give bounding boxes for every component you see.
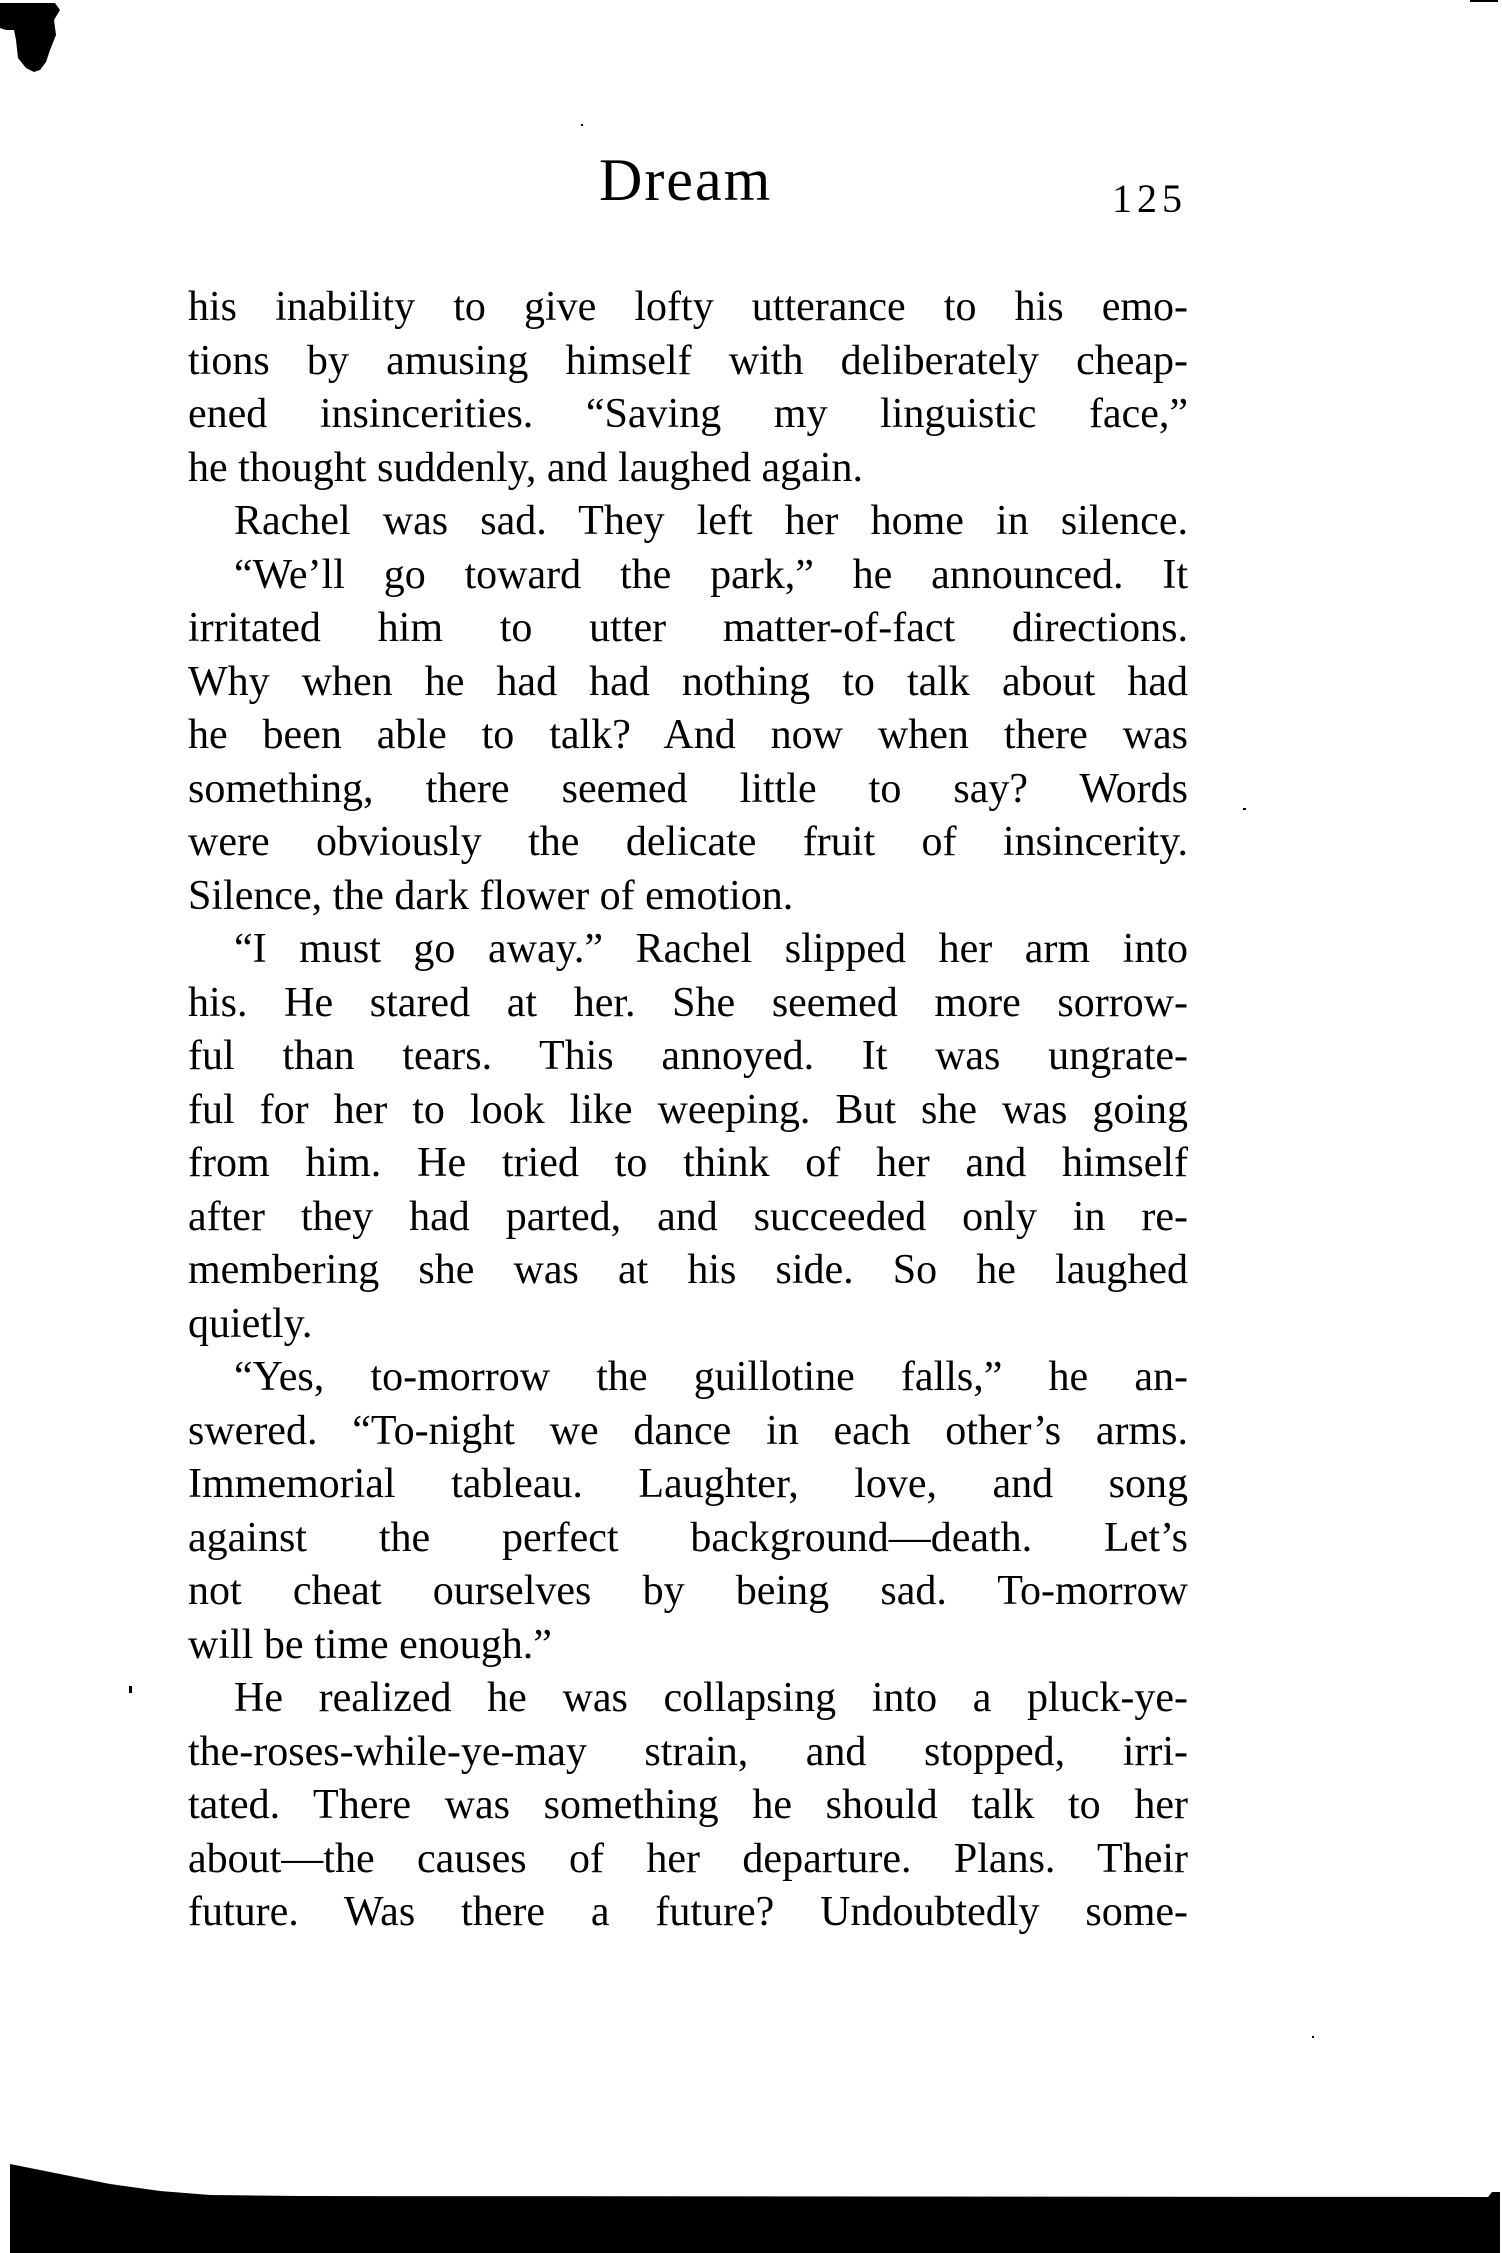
- text-line: “Yes, to-morrow the guillotine falls,” he an-: [234, 1354, 1188, 1400]
- scan-edge-mark: [1470, 0, 1498, 2]
- text-line: something, there seemed little to say? Words: [188, 765, 1188, 812]
- scan-bottom-shadow: [0, 2150, 1502, 2253]
- text-line: after they had parted, and succeeded only in re-: [188, 1193, 1188, 1240]
- text-line: Why when he had had nothing to talk about had: [188, 658, 1188, 705]
- text-line: the-roses-while-ye-may strain, and stopped, irri-: [188, 1728, 1188, 1775]
- text-line: “I must go away.” Rachel slipped her arm into: [234, 926, 1188, 972]
- text-line: swered. “To-night we dance in each other’s arms.: [188, 1407, 1188, 1454]
- text-line: irritated him to utter matter-of-fact directions.: [188, 605, 1188, 651]
- text-line: ened insincerities. “Saving my linguistic face,”: [188, 391, 1188, 437]
- page-number: 125: [1112, 176, 1187, 221]
- text-line: against the perfect background—death. Let’s: [188, 1514, 1188, 1561]
- text-line: ful for her to look like weeping. But she was going: [188, 1086, 1188, 1133]
- text-line: ful than tears. This annoyed. It was ungrate-: [188, 1033, 1188, 1079]
- text-line: He realized he was collapsing into a pluck-ye-: [234, 1675, 1188, 1721]
- text-line: Immemorial tableau. Laughter, love, and song: [188, 1461, 1188, 1507]
- text-line: “We’ll go toward the park,” he announced. It: [234, 551, 1188, 598]
- text-line: he been able to talk? And now when there was: [188, 712, 1188, 758]
- scan-speck: [581, 124, 583, 126]
- text-line: from him. He tried to think of her and himself: [188, 1140, 1188, 1186]
- text-line: membering she was at his side. So he laughed: [188, 1247, 1188, 1293]
- running-head-title: Dream: [599, 147, 773, 213]
- text-line: were obviously the delicate fruit of insincerity.: [188, 819, 1188, 865]
- scan-speck: [129, 1686, 132, 1693]
- text-line: Rachel was sad. They left her home in silence.: [234, 498, 1188, 544]
- text-line: future. Was there a future? Undoubtedly some-: [188, 1889, 1188, 1935]
- scan-speck: [1312, 2036, 1314, 2038]
- text-line: his inability to give lofty utterance to his emo-: [188, 284, 1188, 330]
- text-line: he thought suddenly, and laughed again.: [188, 444, 863, 491]
- text-line: his. He stared at her. She seemed more sorrow-: [188, 979, 1188, 1026]
- scan-blotch-top-left: [0, 0, 70, 80]
- text-line: not cheat ourselves by being sad. To-morrow: [188, 1568, 1188, 1614]
- text-line: about—the causes of her departure. Plans. Their: [188, 1835, 1188, 1882]
- text-line: tions by amusing himself with deliberately cheap-: [188, 337, 1188, 384]
- text-line: will be time enough.”: [188, 1621, 552, 1668]
- text-line: quietly.: [188, 1300, 313, 1347]
- text-line: tated. There was something he should talk to her: [188, 1782, 1188, 1828]
- body-text: [188, 281, 1188, 1940]
- scan-speck: [1243, 808, 1246, 810]
- text-line: Silence, the dark flower of emotion.: [188, 872, 794, 919]
